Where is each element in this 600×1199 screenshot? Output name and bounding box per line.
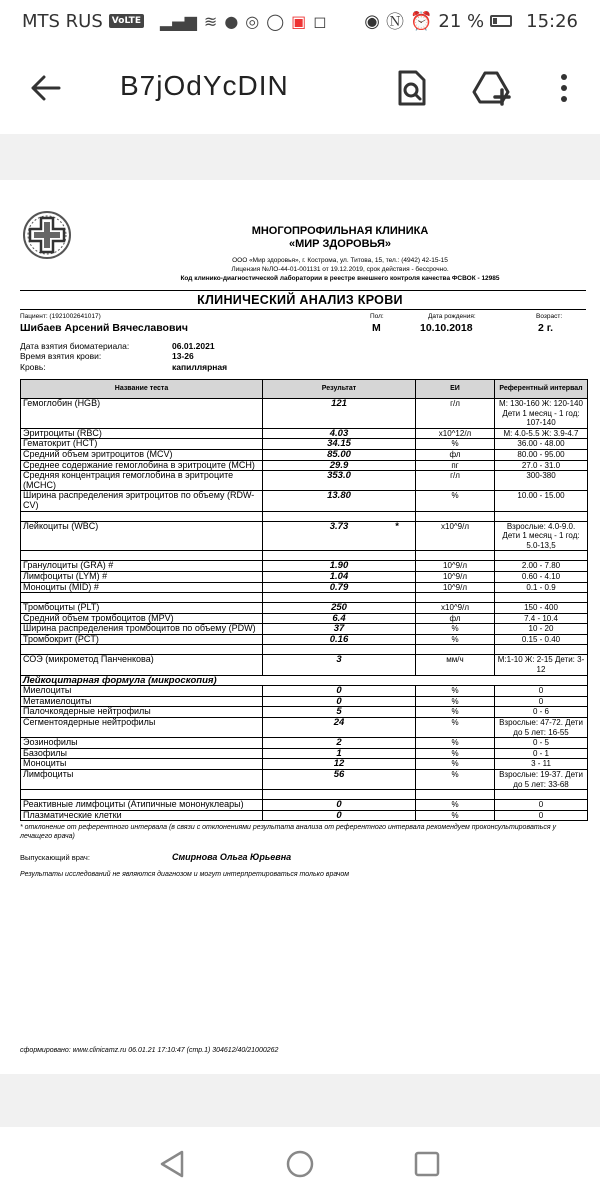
test-reference: 0.1 - 0.9 — [495, 582, 588, 593]
test-result: 0 — [336, 696, 342, 707]
sample-date-label: Дата взятия биоматериала: — [20, 341, 130, 351]
clinic-name-line2: «МИР ЗДОРОВЬЯ» — [288, 238, 392, 250]
spacer-cell — [495, 593, 588, 603]
spacer-row — [21, 511, 588, 521]
test-unit: % — [416, 624, 495, 635]
table-row — [21, 707, 588, 718]
test-reference: 2.00 - 7.80 — [495, 561, 588, 572]
test-name: Плазматические клетки — [21, 810, 263, 821]
table-row — [21, 571, 588, 582]
patient-label: Пациент: (1921002641017) — [20, 313, 101, 320]
nfc-icon: Ⓝ — [385, 12, 404, 33]
test-name: Эритроциты (RBC) — [21, 428, 263, 439]
blood-type-label: Кровь: — [20, 362, 46, 372]
spacer-cell — [495, 551, 588, 561]
status-bar — [0, 0, 600, 42]
test-result: 121 — [331, 398, 347, 409]
test-unit: 10^9/л — [416, 571, 495, 582]
test-reference: 0 - 1 — [495, 748, 588, 759]
nav-home-icon[interactable] — [283, 1147, 317, 1181]
test-result-cell — [263, 428, 416, 439]
test-name: Гранулоциты (GRA) # — [21, 561, 263, 572]
spacer-cell — [263, 645, 416, 655]
test-unit: % — [416, 770, 495, 790]
table-row — [21, 738, 588, 749]
test-reference: 80.00 - 95.00 — [495, 449, 588, 460]
test-unit: мм/ч — [416, 655, 495, 675]
test-result-cell — [263, 439, 416, 450]
test-result-cell — [263, 800, 416, 811]
test-result: 1.90 — [329, 560, 349, 572]
shop-icon: ▣ — [291, 11, 307, 31]
test-unit: % — [416, 718, 495, 738]
viber-icon: ◎ — [245, 11, 260, 31]
sample-time: 13-26 — [172, 351, 194, 361]
doctor-label: Выпускающий врач: — [20, 853, 90, 862]
col-ref: Референтный интервал — [495, 380, 588, 399]
document-page[interactable] — [0, 180, 600, 1074]
test-name: Моноциты — [21, 759, 263, 770]
document-title: B7jOdYcDIN — [120, 70, 289, 101]
spacer-cell — [416, 645, 495, 655]
viewer-background — [0, 134, 600, 180]
test-result: 29.9 — [329, 460, 349, 471]
test-result-cell — [263, 770, 416, 790]
test-result: 6.4 — [332, 613, 346, 624]
test-result: 13.80 — [327, 490, 351, 502]
test-result: 1.04 — [329, 571, 349, 582]
test-result: 2 — [336, 737, 342, 749]
test-result-cell — [263, 603, 416, 614]
test-reference: 0 — [495, 800, 588, 811]
battery-percent: 21 % — [438, 10, 485, 32]
section-row — [21, 675, 588, 686]
clock: 15:26 — [526, 10, 578, 32]
test-name: Лейкоциты (WBC) — [21, 521, 263, 551]
table-row — [21, 748, 588, 759]
spacer-row — [21, 593, 588, 603]
eye-icon: ◉ — [364, 10, 380, 32]
test-unit: % — [416, 707, 495, 718]
table-row — [21, 471, 588, 491]
col-unit: ЕИ — [416, 380, 495, 399]
test-reference: 7.4 - 10.4 — [495, 613, 588, 624]
spacer-cell — [263, 593, 416, 603]
test-unit: % — [416, 810, 495, 821]
nav-back-icon[interactable] — [155, 1147, 189, 1181]
test-reference: 0 — [495, 686, 588, 697]
sample-date: 06.01.2021 — [172, 341, 215, 351]
carrier-name: MTS RUS — [22, 10, 103, 32]
analysis-title: КЛИНИЧЕСКИЙ АНАЛИЗ КРОВИ — [197, 293, 403, 307]
test-reference: 0.60 - 4.10 — [495, 571, 588, 582]
test-reference: 10.00 - 15.00 — [495, 491, 588, 511]
age-label: Возраст: — [536, 313, 563, 320]
table-row — [21, 655, 588, 675]
table-row — [21, 624, 588, 635]
test-reference: 3 - 11 — [495, 759, 588, 770]
test-reference: 0.15 - 0.40 — [495, 634, 588, 645]
test-result-cell — [263, 810, 416, 821]
app-bar — [0, 42, 600, 134]
test-unit: % — [416, 800, 495, 811]
spacer-cell — [263, 551, 416, 561]
clinic-license: Лицензия №ЛО-44-01-001131 от 19.12.2019, срок действия - бессрочно. — [231, 266, 449, 273]
table-row — [21, 800, 588, 811]
sex-label: Пол: — [370, 313, 384, 320]
test-result-cell — [263, 748, 416, 759]
section-title: Лейкоцитарная формула (микроскопия) — [21, 675, 588, 686]
sample-time-label: Время взятия крови: — [20, 351, 102, 361]
test-result: 56 — [333, 769, 345, 780]
spacer-cell — [416, 593, 495, 603]
test-name: Среднее содержание гемоглобина в эритроците (MCH) — [21, 460, 263, 471]
results-table — [20, 379, 588, 821]
table-row — [21, 810, 588, 821]
whatsapp-icon: ◯ — [266, 11, 285, 31]
test-result: 353.0 — [327, 470, 351, 482]
test-name: Тромбоциты (PLT) — [21, 603, 263, 614]
table-row — [21, 449, 588, 460]
test-result-cell — [263, 399, 416, 429]
test-result-cell — [263, 571, 416, 582]
clinic-name-line1: МНОГОПРОФИЛЬНАЯ КЛИНИКА — [251, 225, 429, 237]
test-reference: 0 — [495, 810, 588, 821]
test-result: 37 — [333, 623, 345, 635]
test-name: Лимфоциты — [21, 770, 263, 790]
table-row — [21, 582, 588, 593]
spacer-row — [21, 551, 588, 561]
title-divider — [20, 309, 586, 310]
test-unit: % — [416, 439, 495, 450]
nav-recents-icon[interactable] — [410, 1147, 444, 1181]
table-row — [21, 686, 588, 697]
test-result: 1 — [336, 748, 342, 759]
test-unit: % — [416, 696, 495, 707]
test-result-cell — [263, 759, 416, 770]
doctor-name: Смирнова Ольга Юрьевна — [172, 852, 292, 862]
spacer-cell — [21, 593, 263, 603]
test-name: Тромбокрит (PCT) — [21, 634, 263, 645]
test-result: 250 — [331, 602, 347, 614]
add-to-drive-icon[interactable] — [472, 68, 512, 108]
test-reference: М:1-10 Ж: 2-15 Дети: 3-12 — [495, 655, 588, 675]
spacer-cell — [21, 645, 263, 655]
patient-sex: М — [372, 322, 381, 334]
alarm-icon: ⏰ — [409, 10, 433, 32]
deviation-footnote: * отклонение от референтного интервала (в связи с отклонениями результата анализа от референтного интервала рекомендуем проконсультироваться у лечащего врача) — [20, 824, 557, 840]
test-result: 0.16 — [329, 634, 349, 645]
test-unit: % — [416, 634, 495, 645]
test-name: Сегментоядерные нейтрофилы — [21, 718, 263, 738]
spacer-row — [21, 645, 588, 655]
spacer-cell — [21, 790, 263, 800]
clinic-header — [150, 225, 530, 283]
table-row — [21, 491, 588, 511]
test-name: Моноциты (MID) # — [21, 582, 263, 593]
table-row — [21, 399, 588, 429]
spacer-cell — [21, 511, 263, 521]
test-name: Средний объем эритроцитов (MCV) — [21, 449, 263, 460]
test-result: 0 — [336, 799, 342, 811]
test-name: Средняя концентрация гемоглобина в эритроците (MCHC) — [21, 471, 263, 491]
spacer-cell — [495, 790, 588, 800]
col-result: Результат — [263, 380, 416, 399]
clinic-lab-code: Код клинико-диагностической лаборатории в реестре внешнего контроля качества ФСВОК - 12985 — [180, 275, 500, 282]
disclaimer: Результаты исследований не являются диагнозом и могут интерпретироваться только врачом — [20, 871, 350, 878]
test-result-cell — [263, 634, 416, 645]
test-result: 4.03 — [329, 428, 349, 439]
test-reference: Взрослые: 4.0-9.0. Дети 1 месяц - 1 год: 5.0-13,5 — [495, 521, 588, 551]
table-row — [21, 770, 588, 790]
chat-icon: ● — [224, 11, 239, 31]
test-result: 3 — [336, 654, 342, 666]
table-row — [21, 521, 588, 551]
navigation-bar — [0, 1127, 600, 1199]
birth-label: Дата рождения: — [428, 313, 476, 320]
test-result-cell — [263, 449, 416, 460]
table-row — [21, 759, 588, 770]
test-reference: 36.00 - 48.00 — [495, 439, 588, 450]
test-reference: 0 — [495, 696, 588, 707]
test-reference: 10 - 20 — [495, 624, 588, 635]
instagram-icon: ◻ — [313, 11, 327, 31]
test-result: 24 — [333, 717, 345, 729]
test-reference: Взрослые: 47-72. Дети до 5 лет: 16-55 — [495, 718, 588, 738]
test-result: 0 — [336, 810, 342, 821]
test-name: Средний объем тромбоцитов (MPV) — [21, 613, 263, 624]
test-result: 12 — [333, 758, 345, 770]
test-unit: 10^9/л — [416, 582, 495, 593]
test-name: Гематокрит (HCT) — [21, 439, 263, 450]
table-row — [21, 634, 588, 645]
test-unit: г/л — [416, 471, 495, 491]
test-reference: 27.0 - 31.0 — [495, 460, 588, 471]
spacer-cell — [416, 511, 495, 521]
test-reference: Взрослые: 19-37. Дети до 5 лет: 33-68 — [495, 770, 588, 790]
test-unit: % — [416, 748, 495, 759]
test-unit: фл — [416, 449, 495, 460]
test-unit: x10^9/л — [416, 521, 495, 551]
generated-stamp: сформировано: www.clinicamz.ru 06.01.21 17:10:47 (стр.1) 304612/40/21000262 — [20, 1047, 279, 1054]
test-result-cell — [263, 582, 416, 593]
test-name: Метамиелоциты — [21, 696, 263, 707]
test-unit: г/л — [416, 399, 495, 429]
spacer-cell — [263, 790, 416, 800]
table-row — [21, 718, 588, 738]
test-name: Ширина распределения эритроцитов по объему (RDW-CV) — [21, 491, 263, 511]
test-result-cell — [263, 460, 416, 471]
test-result: 85.00 — [327, 449, 351, 460]
test-name: Реактивные лимфоциты (Атипичные мононуклеары) — [21, 800, 263, 811]
spacer-cell — [495, 645, 588, 655]
test-result-cell — [263, 613, 416, 624]
table-row — [21, 561, 588, 572]
more-vert-icon[interactable] — [544, 68, 584, 108]
test-result-cell — [263, 686, 416, 697]
test-reference: 0 - 6 — [495, 707, 588, 718]
patient-birth: 10.10.2018 — [420, 322, 473, 334]
test-name: Миелоциты — [21, 686, 263, 697]
test-unit: 10^9/л — [416, 561, 495, 572]
deviation-mark: * — [395, 521, 399, 532]
test-name: Эозинофилы — [21, 738, 263, 749]
spacer-cell — [21, 551, 263, 561]
spacer-cell — [416, 551, 495, 561]
test-name: Гемоглобин (HGB) — [21, 399, 263, 429]
test-unit: % — [416, 759, 495, 770]
col-test: Название теста — [21, 380, 263, 399]
header-divider — [20, 290, 586, 291]
clinic-logo — [22, 210, 72, 260]
test-result-cell — [263, 655, 416, 675]
test-unit: % — [416, 686, 495, 697]
table-row — [21, 696, 588, 707]
spacer-cell — [263, 511, 416, 521]
table-row — [21, 603, 588, 614]
test-unit: фл — [416, 613, 495, 624]
test-result-cell — [263, 707, 416, 718]
test-result: 5 — [336, 706, 342, 718]
test-result-cell — [263, 561, 416, 572]
test-result: 34.15 — [327, 438, 351, 450]
spacer-row — [21, 790, 588, 800]
battery-icon — [490, 15, 512, 27]
table-row — [21, 428, 588, 439]
blood-type: капиллярная — [172, 362, 228, 372]
test-unit: x10^12/л — [416, 428, 495, 439]
document-search-icon[interactable] — [392, 68, 432, 108]
test-name: Палочкоядерные нейтрофилы — [21, 707, 263, 718]
patient-name: Шибаев Арсений Вячеславович — [20, 322, 188, 334]
test-unit: пг — [416, 460, 495, 471]
test-reference: 300-380 — [495, 471, 588, 491]
test-reference: 150 - 400 — [495, 603, 588, 614]
table-row — [21, 460, 588, 471]
volte-badge: VoLTE — [109, 14, 144, 28]
clinic-address: ООО «Мир здоровья», г. Кострома, ул. Титова, 15, тел.: (4942) 42-15-15 — [232, 257, 448, 264]
test-name: Лимфоциты (LYM) # — [21, 571, 263, 582]
patient-age: 2 г. — [538, 322, 553, 334]
test-result: 0.79 — [329, 582, 349, 593]
test-result-cell — [263, 491, 416, 511]
test-result: 0 — [336, 685, 342, 697]
test-result: 3.73 — [329, 521, 349, 532]
signal-icon: ▂▄▆ — [159, 11, 197, 31]
test-result-cell — [263, 624, 416, 635]
wifi-icon: ≋ — [203, 11, 218, 31]
test-unit: % — [416, 738, 495, 749]
test-result-cell — [263, 696, 416, 707]
back-arrow-icon[interactable] — [28, 70, 64, 106]
table-row — [21, 439, 588, 450]
test-result-cell — [263, 521, 416, 551]
test-name: Ширина распределения тромбоцитов по объему (PDW) — [21, 624, 263, 635]
results-body — [21, 399, 588, 821]
test-unit: x10^9/л — [416, 603, 495, 614]
test-unit: % — [416, 491, 495, 511]
table-row — [21, 613, 588, 624]
test-result-cell — [263, 738, 416, 749]
test-result-cell — [263, 471, 416, 491]
test-reference: М: 4.0-5.5 Ж: 3.9-4.7 — [495, 428, 588, 439]
spacer-cell — [416, 790, 495, 800]
test-reference: М: 130-160 Ж: 120-140 Дети 1 месяц - 1 год: 107-140 — [495, 399, 588, 429]
spacer-cell — [495, 511, 588, 521]
test-reference: 0 - 5 — [495, 738, 588, 749]
test-result-cell — [263, 718, 416, 738]
test-name: СОЭ (микрометод Панченкова) — [21, 655, 263, 675]
test-name: Базофилы — [21, 748, 263, 759]
